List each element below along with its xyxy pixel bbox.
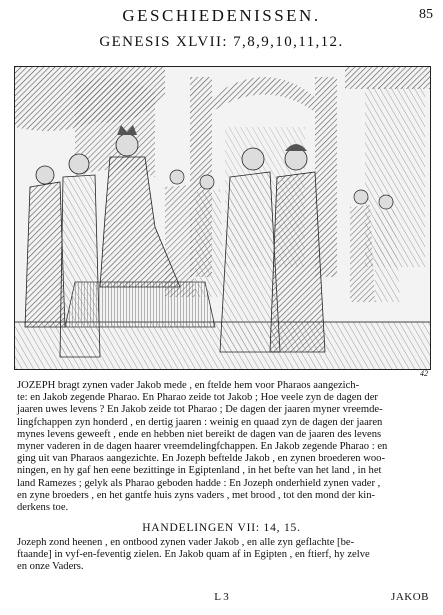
text-line: derkens toe. [17, 502, 69, 514]
text-line: ging uit van Pharaos aangezichte. En Jozeph beftelde Jakob , en zynen broederen woo- [17, 453, 385, 465]
passage-acts [17, 537, 431, 574]
page-number: 85 [419, 7, 433, 22]
attendant-left-2 [60, 175, 100, 357]
plate-number: 42 [420, 369, 428, 378]
running-title: GESCHIEDENISSEN. [122, 6, 321, 25]
text-line: te: en Jakob zegende Pharao. En Pharao zeide tot Jakob ; Hoe veele zyn de dagen der [17, 392, 378, 404]
attendant-left-1 [25, 182, 65, 327]
signature-mark: L 3 [214, 591, 229, 603]
text-line: myner vaderen in de dagen haarer vreemdelingfchappen. En Jakob zegende Pharao : en [17, 441, 388, 453]
text-line: Jozeph zond heenen , en ontbood zynen vader Jakob , en alle zyn geflachte [be- [17, 537, 355, 548]
text-line: JOZEPH bragt zynen vader Jakob mede , en ftelde hem voor Pharaos aangezich- [17, 380, 360, 391]
text-line: ningen, en hy gaf hen eene bezittinge in Egiptenland , in het befte van het land , in het [17, 465, 382, 477]
text-line: lingfchappen zyn honderd , en dertig jaaren : weinig en quaad zyn de dagen der jaaren [17, 416, 383, 428]
text-line: en zyne broeders , en het gantfe huis zyns vaders , met brood , tot den mond der kin- [17, 489, 376, 501]
text-line: jaaren uwes levens ? En Jakob zeide tot Pharao ; De dagen der jaaren myner vreemde- [17, 404, 383, 416]
text-line: ftaande] in vyf-en-feventig zielen. En Jakob quam af in Egipten , en ftierf, hy zelve [17, 549, 370, 561]
text-line: en onze Vaders. [17, 561, 84, 573]
engraving-illustration [14, 66, 431, 370]
section-reference: HANDELINGEN VII: 14, 15. [142, 522, 301, 534]
text-line: mynes levens geweeft , ende en hebben niet bereikt de dagen van de jaaren des levens [17, 428, 382, 440]
text-line: land Ramezes ; gelyk als Pharao geboden hadde : En Jozeph onderhield zynen vader , [17, 477, 381, 489]
running-head [0, 6, 443, 28]
chapter-reference: GENESIS XLVII: 7,8,9,10,11,12. [99, 34, 344, 50]
engraving-scene [15, 67, 430, 369]
catchword: JAKOB [391, 591, 429, 603]
passage-genesis [17, 380, 431, 514]
joseph-figure [270, 172, 325, 352]
